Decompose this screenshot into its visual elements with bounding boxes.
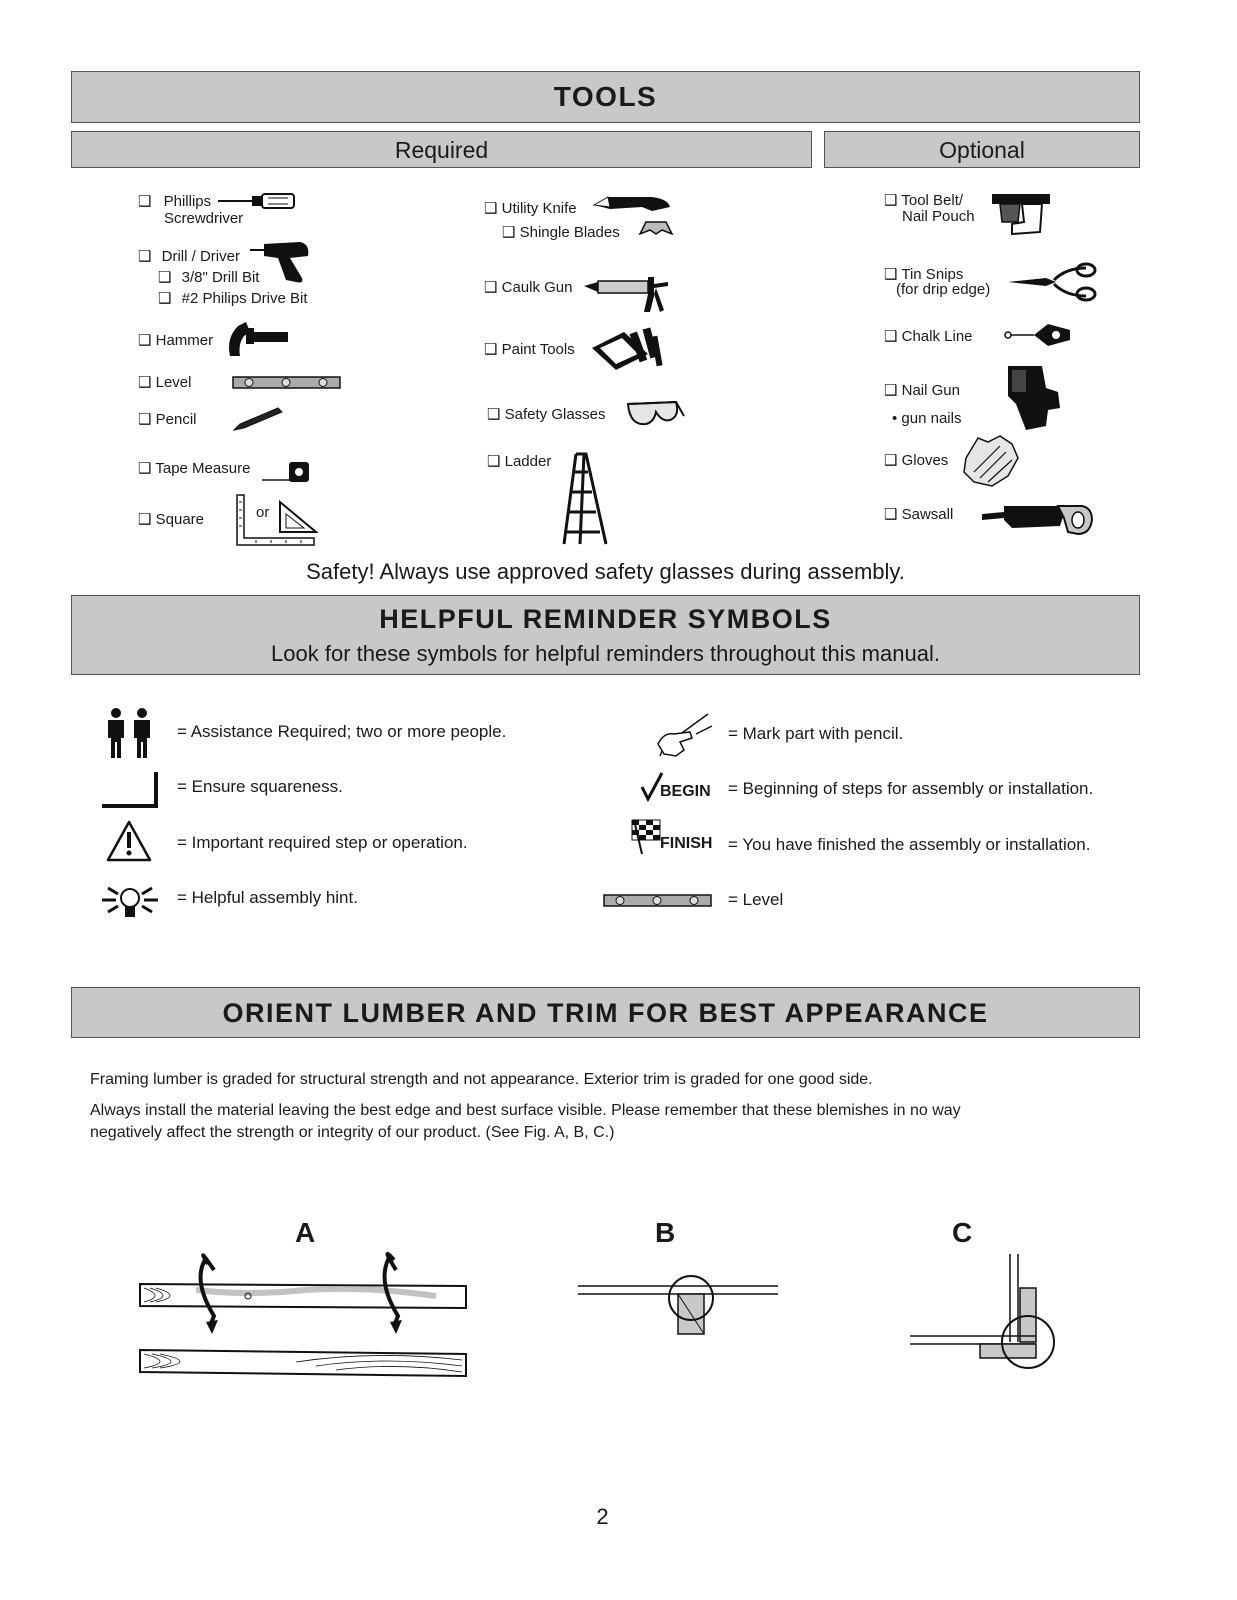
tool-item-drill: ❑ Drill / Driver ❑ 3/8" Drill Bit ❑ #2 Philips Drive Bit [138,248,308,307]
gloves-icon [960,432,1024,490]
tool-item-ladder: ❑ Ladder [487,453,552,470]
tool-item-gloves: ❑ Gloves [884,452,949,469]
safety-note: Safety! Always use approved safety glasses during assembly. [306,559,905,584]
nail-gun-icon [1002,364,1064,432]
tool-item-screwdriver: ❑ Phillips Screwdriver [138,193,244,227]
tool-item-paint-tools: ❑ Paint Tools [484,341,575,358]
safety-glasses-icon [624,394,686,428]
tool-item-square: ❑ Square [138,511,204,528]
tool-item-hammer: ❑ Hammer [138,332,214,349]
checkbox: ❑ [138,193,152,210]
figure-b-lumber [574,1272,782,1338]
tool-item-tin-snips: ❑ Tin Snips (for drip edge) [884,266,991,298]
figure-c-lumber [906,1250,1062,1372]
caulk-gun-icon [584,272,670,314]
reminders-title: HELPFUL REMINDER SYMBOLS [379,604,832,634]
sawsall-icon [982,500,1096,538]
figure-label-a: A [295,1217,316,1248]
tool-item-tool-belt: ❑ Tool Belt/ Nail Pouch [884,192,975,225]
tool-belt-icon [990,192,1052,236]
hand-pencil-icon [656,712,716,760]
begin-badge: BEGIN [660,783,711,800]
figure-label-c: C [952,1217,973,1248]
optional-header-bar [824,131,1140,168]
tools-header-bar [71,71,1140,123]
two-people-icon [104,708,156,760]
hammer-icon [224,320,290,360]
reminder-finish: = You have finished the assembly or installation. [728,835,1091,854]
ladder-icon [560,452,610,546]
tool-item-caulk-gun: ❑ Caulk Gun [484,279,573,296]
optional-header: Optional [939,137,1025,163]
square-icon [236,494,318,548]
tool-item-chalk-line: ❑ Chalk Line [884,328,973,345]
orient-title: ORIENT LUMBER AND TRIM FOR BEST APPEARANCE [222,998,989,1028]
level-icon [603,894,713,908]
tin-snips-icon [1006,262,1098,302]
figure-label-b: B [655,1217,676,1248]
figure-a-lumber [136,1250,472,1382]
reminder-begin: = Beginning of steps for assembly or installation. [728,779,1094,798]
finish-flag-icon [630,818,662,856]
orient-paragraph-1: Framing lumber is graded for structural strength and not appearance. Exterior trim is graded for one good side. [90,1071,873,1088]
shingle-blades-icon [638,220,674,236]
screwdriver-icon [218,192,298,210]
tool-item-utility-knife: ❑ Utility Knife ❑ Shingle Blades [484,200,620,241]
square-or-label: or [256,504,270,521]
reminders-header-bar [71,595,1140,675]
tape-measure-icon [262,460,312,484]
reminder-mark-pencil: = Mark part with pencil. [728,724,904,743]
chalk-line-icon [1004,322,1074,348]
orient-paragraph-2b: negatively affect the strength or integrity of our product. (See Fig. A, B, C.) [90,1124,615,1141]
tool-item-nail-gun: ❑ Nail Gun • gun nails [884,382,962,427]
tool-item-safety-glasses: ❑ Safety Glasses [487,406,606,423]
tool-item-sawsall: ❑ Sawsall [884,506,954,523]
reminder-assistance: = Assistance Required; two or more people. [177,722,507,741]
orient-header-bar [71,987,1140,1038]
utility-knife-icon [592,193,672,217]
drill-icon [250,240,314,284]
reminder-squareness: = Ensure squareness. [177,777,343,796]
pencil-icon [232,406,284,432]
tool-item-level: ❑ Level [138,374,192,391]
lightbulb-icon [100,882,160,922]
finish-badge: FINISH [660,835,713,852]
tool-item-pencil: ❑ Pencil [138,411,197,428]
required-header: Required [394,137,489,163]
required-header-bar [71,131,812,168]
square-corner-icon [100,770,160,810]
tool-item-tape-measure: ❑ Tape Measure [138,460,251,477]
reminders-subtitle: Look for these symbols for helpful reminders throughout this manual. [271,641,940,666]
orient-paragraph-2a: Always install the material leaving the best edge and best surface visible. Please remember that these blemishes in no way [90,1102,961,1119]
reminder-hint: = Helpful assembly hint. [177,888,358,907]
tools-title: TOOLS [553,81,658,112]
page-number: 2 [596,1504,609,1529]
warning-icon [106,820,152,862]
level-icon [232,376,342,390]
reminder-important: = Important required step or operation. [177,833,468,852]
paint-tools-icon [590,326,666,374]
reminder-level: = Level [728,890,784,909]
